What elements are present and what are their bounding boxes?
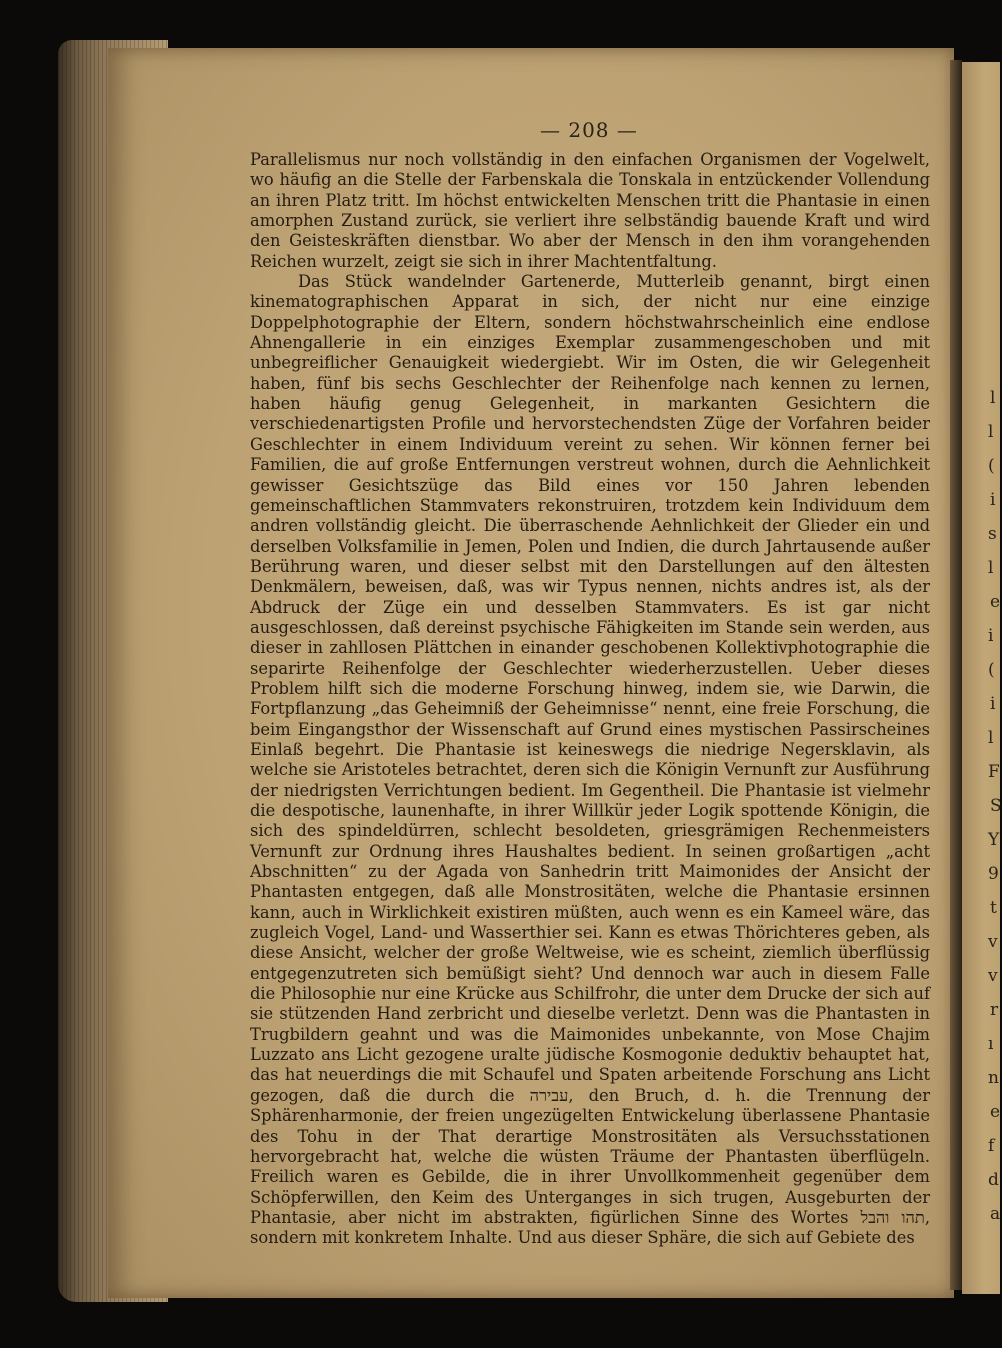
paragraph: Das Stück wandelnder Gartenerde, Mutterleib genannt, birgt einen kinematographischen Apparat in sich, der nicht nur eine einzige Doppelphotographie der Eltern, sondern höchstwahrscheinlich eine endlose Ahnengallerie in ein einziges Exemplar zusammengeschoben und mit unbegreiflicher Genauigkeit wiedergiebt. Wir im Osten, die wir Gelegenheit haben, fünf bis sechs Geschlechter der Reihenfolge nach kennen zu lernen, haben häufig genug Gelegenheit, in markanten Gesichtern die verschiedenartigsten Profile und hervorstechendsten Züge der Vorfahren beider Geschlechter in einem Individuum vereint zu sehen. Wir können ferner bei Familien, die auf große Entfernungen verstreut wohnen, durch die Aehnlichkeit gewisser Gesichtszüge das Bild eines vor 150 Jahren lebenden gemeinschaftlichen Stammvaters rekonstruiren, trotzdem kein Individuum dem andren vollständig gleicht. Die überraschende Aehnlichkeit der Glieder ein und derselben Volksfamilie in Jemen, Polen und Indien, die durch Jahrtausende außer Berührung waren, und dieser selbst mit den Darstellungen auf den ältesten Denkmälern, beweisen, daß, was wir Typus nennen, nichts andres ist, als der Abdruck der Züge ein und desselben Stammvaters. Es ist gar nicht ausgeschlossen, daß dereinst psychische Fähigkeiten im Stande sein werden, aus dieser in zahllosen Plättchen in einander geschobenen Kollektivphotographie die separirte Reihenfolge der Geschlechter wiederherzustellen. Ueber dieses Problem hilft sich die moderne Forschung hinweg, indem sie, wie Darwin, die Fortpflanzung „das Geheimniß der Geheimnisse“ nennt, eine freie Forschung, die beim Eingangsthor der Wissenschaft auf Grund eines mystischen Passirscheines Einlaß begehrt. Die Phantasie ist keineswegs die niedrige Negersklavin, als welche sie Aristoteles betrachtet, deren sich die Königin Vernunft zur Ausführung der niedrigsten Verrichtungen bedient. Im Gegentheil. Die Phantasie ist vielmehr die despotische, launenhafte, in ihrer Willkür jeder Logik spottende Königin, die sich des spindeldürren, schlecht besoldeten, griesgrämigen Rechenmeisters Vernunft zur Ordnung ihres Haushaltes bedient. In seinen großartigen „acht Abschnitten“ zu der Agada von Sanhedrin tritt Maimonides der Ansicht der Phantasten entgegen, daß alle Monstrositäten, welche die Phantasie ersinnen kann, auch in Wirklichkeit existiren müßten, auch wenn es ein Kameel wäre, das zugleich Vogel, Land- und Wasserthier sei. Kann es etwas Thörichteres geben, als diese Ansicht, welcher der große Weltweise, wie es scheint, ziemlich überflüssig entgegenzutreten sich bemüßigt sieht? Und dennoch war auch in diesem Falle die Philosophie nur eine Krücke aus Schilfrohr, die unter dem Drucke der sich auf sie stützenden Hand zerbricht und dieselbe verletzt. Denn was die Phantasten in Trugbildern geahnt und was die Maimonides unbekannte, von Mose Chajim Luzzato ans Licht gezogene uralte jüdische Kosmogonie deduktiv behauptet hat, das hat neuerdings die mit Schaufel und Spaten arbeitende Forschung ans Licht gezogen, daß die durch die עבירה, den Bruch, d. h. die Trennung der Sphärenharmonie, der freien ungezügelten Entwickelung überlassene Phantasie des Tohu in der That derartige Monstrositäten als Versuchsstationen hervorgebracht hat, welche die wüsten Träume der Phantasten überflügeln. Freilich waren es Gebilde, die in ihrer Unvollkommenheit gegenüber dem Schöpferwillen, den Keim des Unterganges in sich trugen, Ausgeburten der Phantasie, aber nicht im abstrakten, figürlichen Sinne des Wortes תהו והבל, sondern mit konkretem Inhalte. Und aus dieser Sphäre, die sich auf Gebiete des — [250, 272, 930, 1248]
margin-glyph: i — [988, 626, 994, 646]
margin-glyph: f — [988, 1136, 995, 1156]
margin-glyph: t — [990, 898, 997, 918]
margin-glyph: d — [988, 1170, 999, 1190]
margin-glyph: v — [988, 966, 998, 986]
paragraph: Parallelismus nur noch vollständig in den einfachen Organismen der Vogelwelt, wo häufig an die Stelle der Farbenskala die Tonskala in entzückender Vollendung an ihren Platz tritt. Im höchst entwickelten Menschen tritt die Phantasie in einen amorphen Zustand zurück, sie verliert ihre selbständig bauende Kraft und wird den Geisteskräften dienstbar. Wo aber der Mensch in den ihm vorangehenden Reichen wurzelt, zeigt sie sich in ihrer Machtentfaltung. — [250, 150, 930, 271]
margin-glyph: ( — [988, 456, 995, 476]
margin-glyph: l — [988, 728, 994, 748]
margin-glyph: v — [988, 932, 998, 952]
margin-glyph: e — [990, 1102, 1001, 1122]
margin-glyph: ı — [988, 1034, 994, 1054]
margin-glyph: r — [990, 1000, 999, 1020]
margin-glyph: Y — [988, 830, 1000, 850]
margin-glyph: i — [990, 694, 996, 714]
margin-glyph: n — [988, 1068, 999, 1088]
margin-glyph: i — [990, 490, 996, 510]
margin-glyph: S — [990, 796, 1002, 816]
margin-glyph: l — [990, 388, 996, 408]
margin-glyph: e — [990, 592, 1001, 612]
margin-glyph: l — [988, 558, 994, 578]
margin-glyph: s — [988, 524, 997, 544]
margin-glyph: a — [990, 1204, 1001, 1224]
margin-glyph: F — [988, 762, 1000, 782]
margin-glyph: 9 — [988, 864, 999, 884]
page-number: — 208 — — [540, 118, 638, 142]
margin-glyph: ( — [988, 660, 995, 680]
body-text — [250, 150, 930, 1249]
margin-glyph: l — [988, 422, 994, 442]
book-gutter — [950, 60, 962, 1290]
